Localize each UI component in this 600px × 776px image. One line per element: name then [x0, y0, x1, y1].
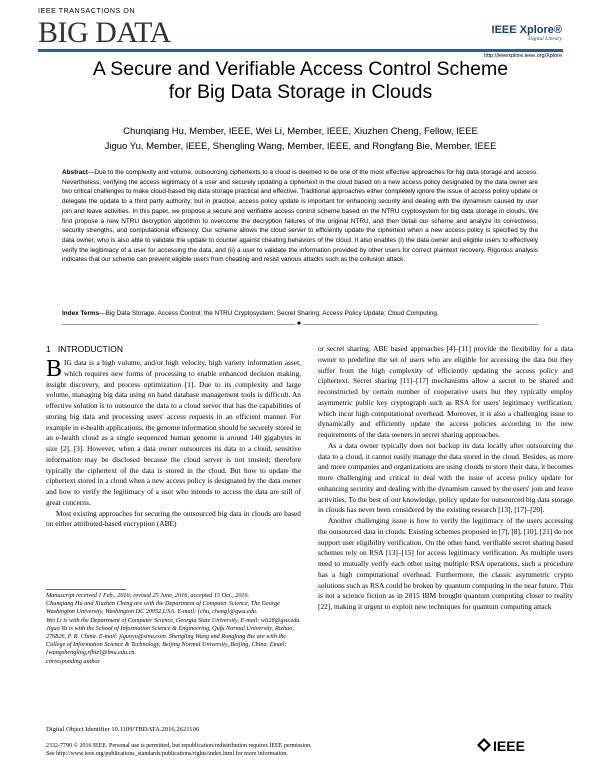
index-terms-text: —Big Data Storage; Access Control; the NTRU Cryptosystem; Secret Sharing; Access Policy Update; Cloud Computing. [99, 310, 439, 317]
abstract-label: Abstract [62, 169, 88, 176]
ieee-diamond-icon [477, 738, 491, 752]
right-paragraph-1: or secret sharing. ABE based approaches [4]–[11] provide the flexibility for a data owner to predefine the set of users who are eligible for accessing the data but they suffer from the high complexity of efficiently updating the access policy and ciphertext. Secret sharing [11]–[17] mechanisms allow a secret to be shared and reconstructed by certain number of cooperative users but they typically employ asymmetric public key cryptograph such as RSA for users' legitimacy verification, which incur high computational overhead. Moreover, it is also a challenging issue to dynamically and efficiently update the access policies according to the new requirements of the data owners in secret sharing approaches. [318, 344, 573, 439]
xplore-logo[interactable] [492, 24, 562, 42]
left-column [46, 358, 301, 530]
footnote-affil-2: Wei Li is with the Department of Computer Science, Georgia State University, E-mail: wli28@gsu.edu. [46, 616, 301, 624]
title-line-1: A Secure and Verifiable Access Control Scheme [92, 58, 509, 80]
copyright-line-1: 2332-7790 © 2016 IEEE. Personal use is permitted, but republication/redistribution requires IEEE permission. [46, 743, 312, 749]
drop-cap: B [46, 356, 63, 382]
divider-diamond-icon: ✦ [295, 319, 303, 328]
author-list [38, 124, 563, 154]
footnote-affil-1: Chunqiang Hu and Xiuzhen Cheng are with the Department of Computer Science, The George Washington University, Washington DC 20052,USA. E-mail: {chu, cheng}@gwu.edu. [46, 600, 280, 616]
ieee-logo: IEEE [493, 738, 525, 754]
authors-line-1: Chunqiang Hu, Member, IEEE, Wei Li, Member, IEEE, Xiuzhen Cheng, Fellow, IEEE [123, 126, 478, 137]
footnote-manuscript: Manuscript received 1 Feb., 2016; revised 25 June, 2016, accepted 15 Oct., 2016. [46, 592, 250, 599]
section-number: 1 [46, 344, 51, 354]
title-line-2: for Big Data Storage in Clouds [168, 81, 433, 103]
footnote-corresponding: corresponding author. [46, 657, 101, 665]
paper-title [38, 58, 563, 104]
index-terms [62, 309, 538, 318]
right-column [318, 344, 573, 613]
doi: Digital Object Identifier 10.1109/TBDATA.2016.2621106 [46, 726, 200, 733]
xplore-brand: IEEE Xplore® [491, 24, 562, 36]
journal-big-title: BIG DATA [38, 16, 171, 49]
footnotes [46, 592, 301, 666]
header-bar [38, 49, 563, 52]
footnote-rule [46, 589, 126, 590]
intro-paragraph-1 [46, 358, 301, 509]
intro-paragraph-2: Most existing approaches for securing the outsourced big data in clouds are based on either attributed-based encryption (ABE) [46, 508, 301, 529]
copyright [46, 742, 426, 758]
right-paragraph-3: Another challenging issue is how to verify the legitimacy of the users accessing the outsourced data in clouds. Existing schemes proposed in [7], [8], [10], [21] do not support user eligibility verification. On the other hand, verifiable secret sharing based schemes rely on RSA [13]–[15] for access legitimacy verification. As multiple users need to mutually verify each other using multiple RSA operations, such a procedure has a high computational overhead. Furthermore, the classic asymmetric crypto solutions such as RSA could be broken by quantum computing in the near future. This is not a science fiction as in 2015 IBM brought quantum computing closer to reality [22], making it urgent to exploit new techniques for quantum computing attack [318, 516, 574, 611]
section-heading [46, 344, 123, 354]
right-paragraph-2: As a data owner typically does not backup its data locally after outsourcing the data to a cloud, it cannot easily manage the data stored in the cloud. Besides, as more and more companies and organizations are using clouds to store their data, it becomes more challenging and critical to deal with the issue of access policy update for enhancing security and dealing with the dynamism caused by the users' join and leave activities. To the best of our knowledge, policy update for outsourced big data storage in clouds has never been considered by the existing research [13], [17]–[20]. [318, 440, 573, 515]
section-title: INTRODUCTION [57, 344, 123, 354]
authors-line-2: Jiguo Yu, Member, IEEE, Shengling Wang, Member, IEEE, and Rongfang Bie, Member, IEEE [104, 141, 497, 152]
xplore-sub: Digital Library [528, 36, 562, 42]
xplore-url[interactable]: http://ieeexplore.ieee.org/Xplore [484, 53, 562, 59]
abstract [62, 168, 538, 265]
journal-name: IEEE TRANSACTIONS ON [38, 8, 136, 15]
footnote-affil-3: Jiguo Yu is with the School of Information Science & Engineering, Qufu Normal University, Rizhao, 276826, P. R. China. E-mail: jiguoyu@sina.com. Shengling Wang and Rongfang Bie are with the College of Information Science & Technology, Beijing Normal University, Beijing, China. Email: {wangshengling,rfbie}@bnu.edu.cn. [46, 624, 294, 657]
index-terms-label: Index Terms [62, 310, 100, 317]
abstract-text: —Due to the complexity and volume, outsourcing ciphertexts to a cloud is deemed to be one of the most effective approaches for big data storage and access. Nevertheless, verifying the access legitimacy of a user and securely updating a ciphertext in the cloud based on a new access policy designated by the data owner are two critical challenges to make cloud-based big data storage practical and effective. Traditional approaches either completely ignore the issue of access policy update or delegate the update to a third party authority; but in practice, access policy update is important for enhancing security and dealing with the dynamism caused by user join and leave activities. In this paper, we propose a secure and verifiable access control scheme based on the NTRU cryptosystem for big data storage in clouds. We first propose a new NTRU decryption algorithm to overcome the decryption failures of the original NTRU, and then detail our scheme and analyze its correctness, security strengths, and computational efficiency. Our scheme allows the cloud server to efficiently update the ciphertext when a new access policy is specified by the data owner, who is also able to validate the update to counter against cheating behaviors of the cloud. It also enables (i) the data owner and eligible users to effectively verify the legitimacy of a user for accessing the data, and (ii) a user to validate the information provided by other users for correct plaintext recovery. Rigorous analysis indicates that our scheme can prevent eligible users from cheating and resist various attacks such as the collusion attack. [62, 169, 538, 264]
copyright-line-2: See http://www.ieee.org/publications_standards/publications/rights/index.html for more information. [46, 751, 288, 758]
left-p1-text: IG data is a high volume, and/or high velocity, high variety information asset, which requires new forms of processing to enable enhanced decision making, insight discovery, and process optimization [1]. Due to its complexity and large volume, managing big data using on hand database management tools is difficult. An effective solution is to outsource the data to a cloud server that has the capabilities of storing big data and processing users' access requests in an efficient manner. For example in e-health applications, the genome information should be securely stored in an e-health cloud as a single sequenced human genome is around 140 gigabytes in size [2], [3]. However, when a data owner outsources its data to a cloud, sensitive information may be disclosed because the cloud server is not trusted; therefore typically the ciphertext of the data is stored in the cloud. But how to update the ciphertext stored in a cloud when a new access policy is designated by the data owner and how to verify the legitimacy of a user who intends to access the data are still of great concerns. [46, 358, 301, 507]
